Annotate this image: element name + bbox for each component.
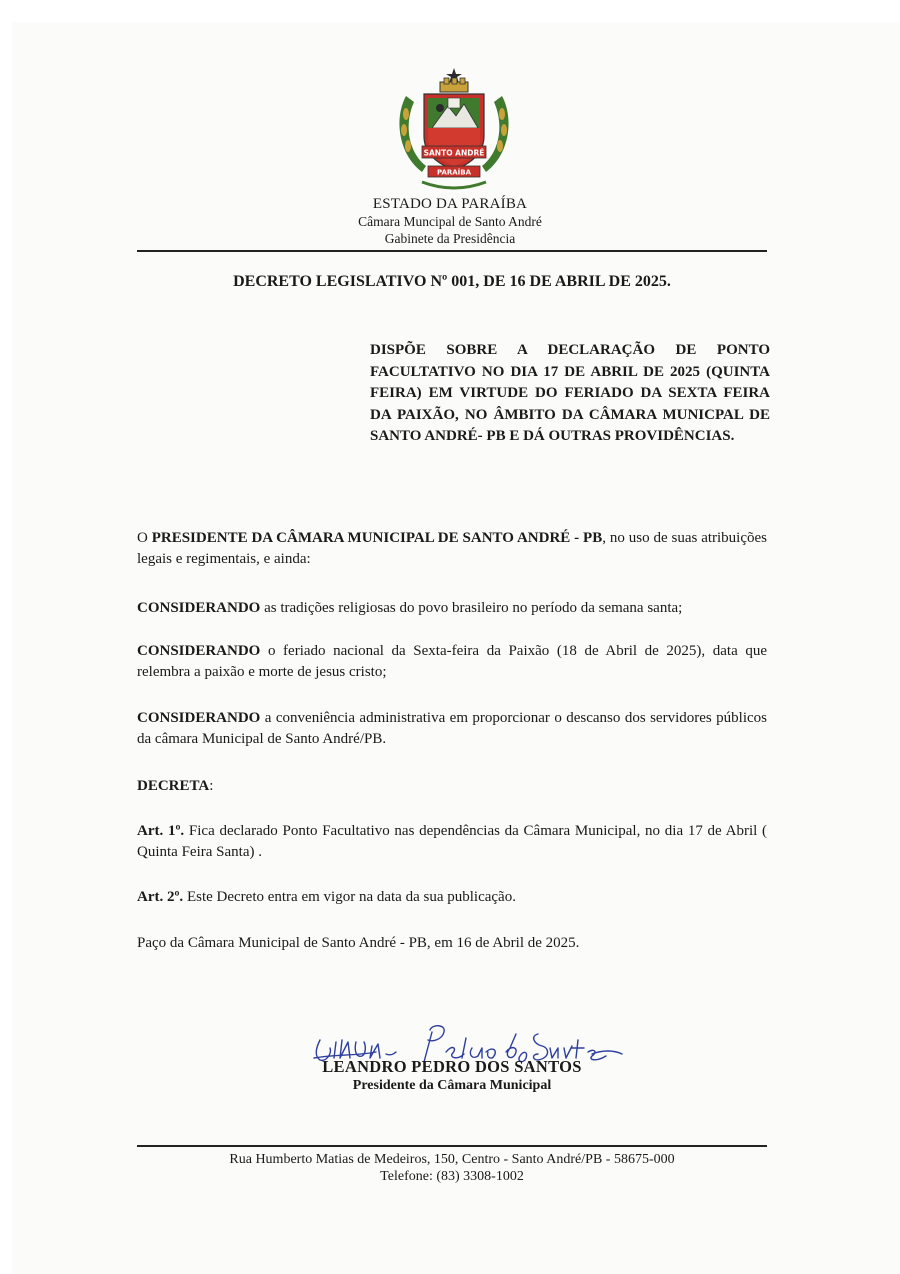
signatory-role: Presidente da Câmara Municipal xyxy=(352,1078,552,1093)
decreta-heading xyxy=(137,776,767,797)
place-and-date: Paço da Câmara Municipal de Santo André - PB, em 16 de Abril de 2025. xyxy=(137,935,580,951)
article-1-label: Art. 1º. xyxy=(137,823,185,839)
footer xyxy=(137,1151,767,1185)
considering-2-label: CONSIDERANDO xyxy=(137,643,261,659)
decreta-colon: : xyxy=(209,778,214,794)
state-name: ESTADO DA PARAÍBA xyxy=(372,196,528,212)
article-2 xyxy=(137,887,767,908)
preamble-prefix: O xyxy=(137,530,152,546)
scan-margin-left xyxy=(0,0,12,1274)
signatory-name: LEANDRO PEDRO DOS SANTOS xyxy=(322,1057,582,1076)
decree-ementa: DISPÕE SOBRE A DECLARAÇÃO DE PONTO FACULTATIVO NO DIA 17 DE ABRIL DE 2025 (QUINTA FEIRA) EM VIRTUDE DO FERIADO DA SEXTA FEIRA DA PAIXÃO, NO ÂMBITO DA CÂMARA MUNICPAL DE SANTO ANDRÉ- PB E DÁ OUTRAS PROVIDÊNCIAS. xyxy=(370,342,770,444)
article-2-label: Art. 2º. xyxy=(137,889,184,905)
chamber-name: Câmara Muncipal de Santo André xyxy=(358,214,542,229)
considering-3-label: CONSIDERANDO xyxy=(137,710,261,726)
considering-3 xyxy=(137,708,767,749)
scan-margin-top xyxy=(0,0,900,22)
considering-2-text: o feriado nacional da Sexta-feira da Paixão (18 de Abril de 2025), data que relembra a paixão e morte de jesus cristo; xyxy=(137,643,767,680)
municipal-crest-icon xyxy=(392,68,516,196)
decree-title: DECRETO LEGISLATIVO Nº 001, DE 16 DE ABRIL DE 2025. xyxy=(233,273,671,290)
decreta-label: DECRETA xyxy=(137,778,210,794)
considering-3-text: a conveniência administrativa em proporcionar o descanso dos servidores públicos da câmara Municipal de Santo André/PB. xyxy=(137,710,767,747)
article-2-text: Este Decreto entra em vigor na data da sua publicação. xyxy=(183,889,516,905)
preamble-authority: PRESIDENTE DA CÂMARA MUNICIPAL DE SANTO ANDRÉ - PB xyxy=(151,530,603,546)
considering-2 xyxy=(137,641,767,682)
considering-1-label: CONSIDERANDO xyxy=(137,600,261,616)
letterhead xyxy=(250,196,650,247)
crest-banner-top: SANTO ANDRÉ xyxy=(423,148,485,158)
crest-banner-bottom: PARAÍBA xyxy=(436,168,472,177)
considering-1 xyxy=(137,598,767,619)
article-1 xyxy=(137,821,767,862)
preamble-text: , no uso de suas atribuições legais e regimentais, e ainda: xyxy=(137,530,768,567)
header-divider xyxy=(137,250,767,252)
article-1-text: Fica declarado Ponto Facultativo nas dependências da Câmara Municipal, no dia 17 de Abril ( Quinta Feira Santa) . xyxy=(137,823,768,860)
preamble-paragraph xyxy=(137,528,767,569)
considering-1-text: as tradições religiosas do povo brasileiro no período da semana santa; xyxy=(260,600,683,616)
footer-divider xyxy=(137,1145,767,1147)
footer-phone: Telefone: (83) 3308-1002 xyxy=(380,1169,524,1184)
office-name: Gabinete da Presidência xyxy=(384,231,516,246)
footer-address: Rua Humberto Matias de Medeiros, 150, Centro - Santo André/PB - 58675-000 xyxy=(229,1152,675,1167)
